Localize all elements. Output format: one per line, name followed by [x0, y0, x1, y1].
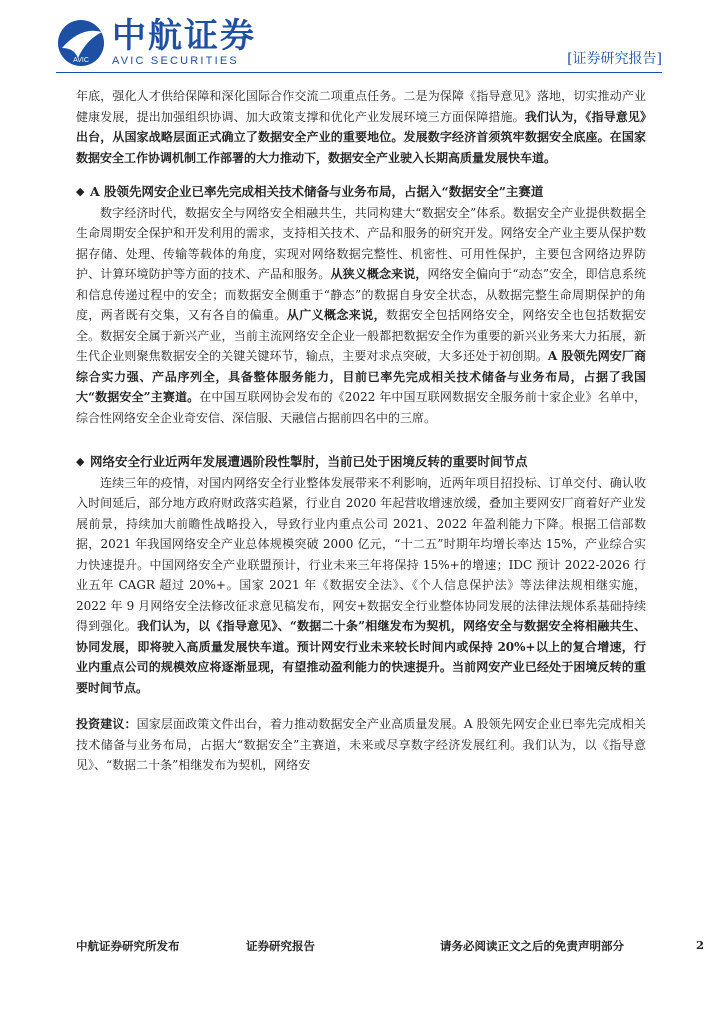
section1-text3: 数据安全包括网络安全，网络安全也包括数据安全。数据安全属于新兴产业，当前主流网络安全企业一般都把数据安全作为重要的新兴业务来大力拓展，新生代企业则聚焦数据安全的关键关键环节，输点，主要对求点突破，大多还处于初创期。: [76, 308, 646, 363]
section1-heading-text: A 股领先网安企业已率先完成相关技术储备与业务布局，占据入“数据安全”主赛道: [90, 184, 544, 199]
section1-text2: 网络安全偏向于“动态”安全，即信息系统和信息传递过程中的安全；而数据安全侧重于“静态”的数据自身安全状态，从数据完整生命周期保护的角度，两者既有交集，又有各自的偏重。: [76, 267, 646, 322]
section2-heading: [76, 452, 646, 473]
diamond-bullet-icon: ◆: [76, 455, 85, 468]
investment-text: 国家层面政策文件出台，着力推动数据安全产业高质量发展。A 股领先网安企业已率先完成相关技术储备与业务布局，占据大“数据安全”主赛道，未来或尽享数字经济发展红利。我们认为，以《指导意见》、“数据二十条”相继发布为契机，网络安: [76, 717, 646, 772]
section1-bold1: 从狭义概念来说，: [330, 267, 428, 281]
section2-paragraph: [76, 473, 646, 699]
paragraph-intro: [76, 86, 646, 168]
section1-heading: [76, 182, 646, 203]
page-footer: [76, 938, 704, 958]
page-number: 2: [695, 938, 704, 952]
footer-publisher: 中航证券研究所发布: [76, 939, 180, 953]
header-divider: [56, 72, 662, 73]
section1-text4: 在中国互联网协会发布的《2022 年中国互联网数据安全服务前十家企业》名单中，综合性网络安全企业奇安信、深信服、天融信占据前四名中的三席。: [76, 390, 646, 425]
section2-bold1: 我们认为，以《指导意见》、“数据二十条”相继发布为契机，网络安全与数据安全将相融共生、协同发展，即将驶入高质量发展快车道。预计网安行业未来较长时间内或保持 20%+以上的复合增速，行业内重点公司的规模效应将逐渐显现，有望推动盈利能力的快速提升。当前网安产业已经处于困境反转的重要时间节点。: [76, 619, 646, 695]
section2-text1: 连续三年的疫情，对国内网络安全行业整体发展带来不利影响，近两年项目招投标、订单交付、确认收入时间延后，部分地方政府财政落实趋紧，行业自 2020 年起营收增速放缓，叠加主要网安厂商着好产业发展前景，持续加大前瞻性战略投入，导致行业内重点公司 2021、2022 年盈利能力下降。根据工信部数据，2021 年我国网络安全产业总体规模突破 2000 亿元，“十二五”时期年均增长率达 15%，产业综合实力快速提升。中国网络安全产业联盟预计，行业未来三年将保持 15%+的增速；IDC 预计 2022-2026 行业五年 CAGR 超过 20%+。国家 2021 年《数据安全法》、《个人信息保护法》等法律法规相继实施，2022 年 9 月网络安全法修改征求意见稿发布，网安+数据安全行业整体协同发展的法律法规体系基础持续得到强化。: [76, 475, 646, 633]
investment-label: 投资建议：: [76, 717, 137, 731]
document-body: [76, 86, 646, 776]
brand-name-en: AVIC SECURITIES: [112, 55, 239, 67]
report-type-label: [证券研究报告]: [567, 51, 662, 67]
paragraph-intro-bold: 我们认为，《指导意见》出台，从国家战略层面正式确立了数据安全产业的重要地位。发展数字经济首须筑牢数据安全底座。在国家数据安全工作协调机制工作部署的大力推动下，数据安全产业驶入长期高质量发展快车道。: [76, 109, 646, 165]
avic-logo-icon: [56, 18, 106, 68]
section1-paragraph: [76, 203, 646, 429]
footer-report-type: 证券研究报告: [246, 939, 315, 953]
footer-disclaimer: 请务必阅读正文之后的免责声明部分: [440, 939, 624, 953]
section1-text1: 数字经济时代，数据安全与网络安全相融共生，共同构建大“数据安全”体系。数据安全产业提供数据全生命周期安全保护和开发利用的需求，支持相关技术、产品和服务的研究开发。网络安全产业主要从保护数据存储、处理、传输等载体的角度，实现对网络数据完整性、机密性、可用性保护，主要包含网络边界防护、计算环境防护等方面的技术、产品和服务。: [76, 205, 646, 281]
investment-paragraph: [76, 714, 646, 776]
section2-heading-text: 网络安全行业近两年发展遭遇阶段性掣肘，当前已处于困境反转的重要时间节点: [90, 454, 528, 469]
logo-text: AVIC: [73, 57, 89, 64]
brand-name-cn: 中航证券: [112, 16, 256, 56]
paragraph-intro-text: 年底，强化人才供给保障和深化国际合作交流二项重点任务。二是为保障《指导意见》落地，切实推动产业健康发展，提出加强组织协调、加大政策支撑和优化产业发展环境三方面保障措施。: [76, 89, 646, 124]
page-header: [0, 0, 724, 80]
diamond-bullet-icon: ◆: [76, 185, 85, 198]
section1-bold2: 从广义概念来说，: [286, 308, 386, 322]
section1-bold3: A 股领先网安厂商综合实力强、产品序列全，具备整体服务能力，目前已率先完成相关技术储备与业务布局，占据了我国大“数据安全”主赛道。: [76, 349, 646, 404]
